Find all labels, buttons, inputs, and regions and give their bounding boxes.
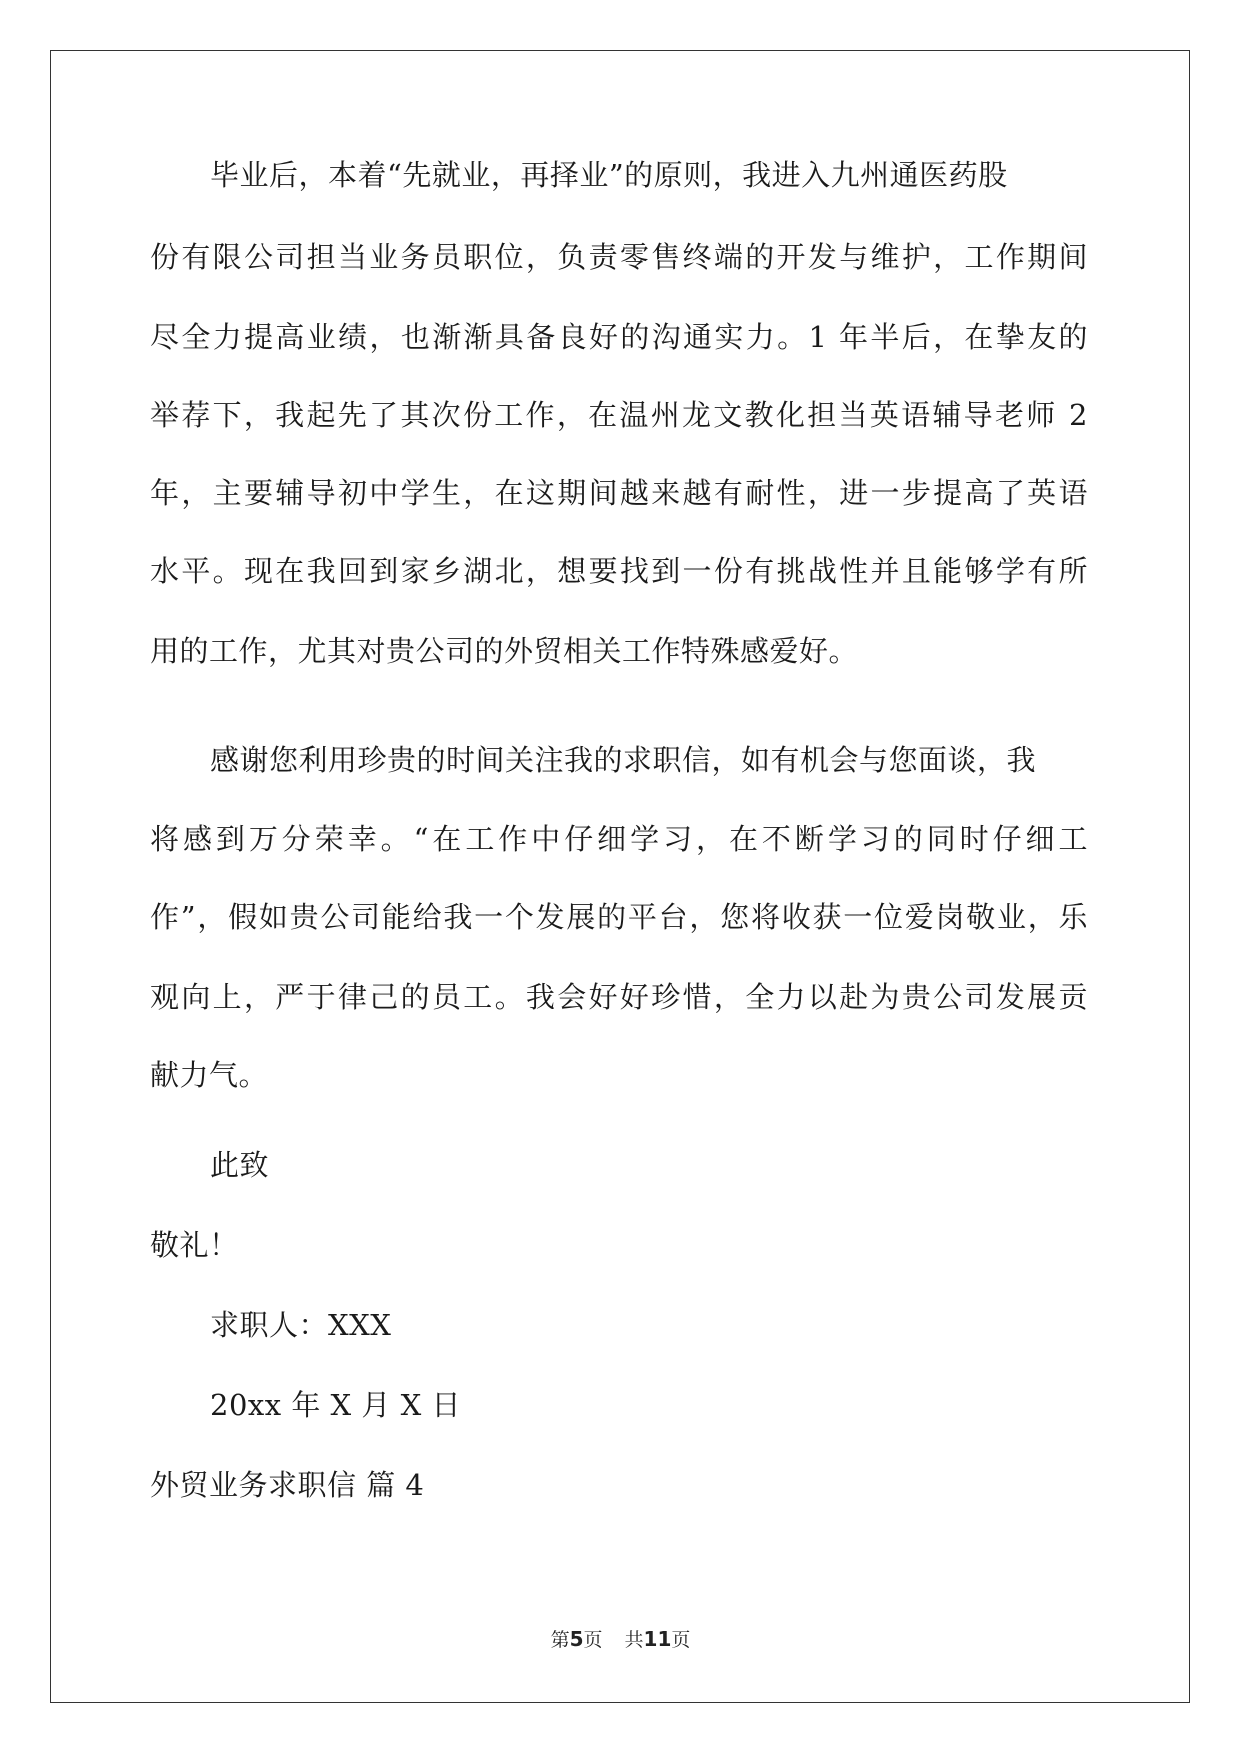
footer-total-prefix: 共 — [624, 1629, 644, 1651]
footer-page-word: 页 — [583, 1629, 603, 1651]
page-footer — [0, 1627, 1241, 1652]
letter-date: 20xx 年 X 月 X 日 — [210, 1388, 461, 1422]
paragraph1-line-6: 水平。现在我回到家乡湖北，想要找到一份有挑战性并且能够学有所 — [150, 554, 1088, 588]
paragraph2-line-2: 将感到万分荣幸。“在工作中仔细学习，在不断学习的同时仔细工 — [150, 822, 1088, 856]
footer-prefix: 第 — [550, 1629, 570, 1651]
page-border — [50, 50, 1190, 1703]
paragraph2-line-5: 献力气。 — [150, 1058, 269, 1092]
paragraph1-line-1: 毕业后，本着“先就业，再择业”的原则，我进入九州通医药股 — [210, 158, 1008, 192]
footer-current-page: 5 — [569, 1627, 584, 1651]
next-section-heading: 外贸业务求职信 篇 4 — [150, 1468, 425, 1502]
applicant-signature: 求职人：XXX — [210, 1308, 392, 1342]
paragraph1-line-7: 用的工作，尤其对贵公司的外贸相关工作特殊感爱好。 — [150, 634, 859, 668]
paragraph2-line-4: 观向上，严于律己的员工。我会好好珍惜，全力以赴为贵公司发展贡 — [150, 980, 1088, 1014]
paragraph1-line-3: 尽全力提高业绩，也渐渐具备良好的沟通实力。1 年半后，在挚友的 — [150, 320, 1088, 354]
closing-ci-zhi: 此致 — [210, 1148, 270, 1182]
paragraph1-line-4: 举荐下，我起先了其次份工作，在温州龙文教化担当英语辅导老师 2 — [150, 398, 1088, 432]
footer-total-suffix: 页 — [671, 1629, 691, 1651]
paragraph1-line-2: 份有限公司担当业务员职位，负责零售终端的开发与维护，工作期间 — [150, 240, 1088, 274]
paragraph1-line-5: 年，主要辅导初中学生，在这期间越来越有耐性，进一步提高了英语 — [150, 476, 1088, 510]
paragraph2-line-3: 作”，假如贵公司能给我一个发展的平台，您将收获一位爱岗敬业，乐 — [150, 900, 1088, 934]
closing-jing-li: 敬礼！ — [150, 1228, 239, 1262]
paragraph2-line-1: 感谢您利用珍贵的时间关注我的求职信，如有机会与您面谈，我 — [210, 743, 1037, 777]
footer-total-pages: 11 — [643, 1627, 672, 1651]
